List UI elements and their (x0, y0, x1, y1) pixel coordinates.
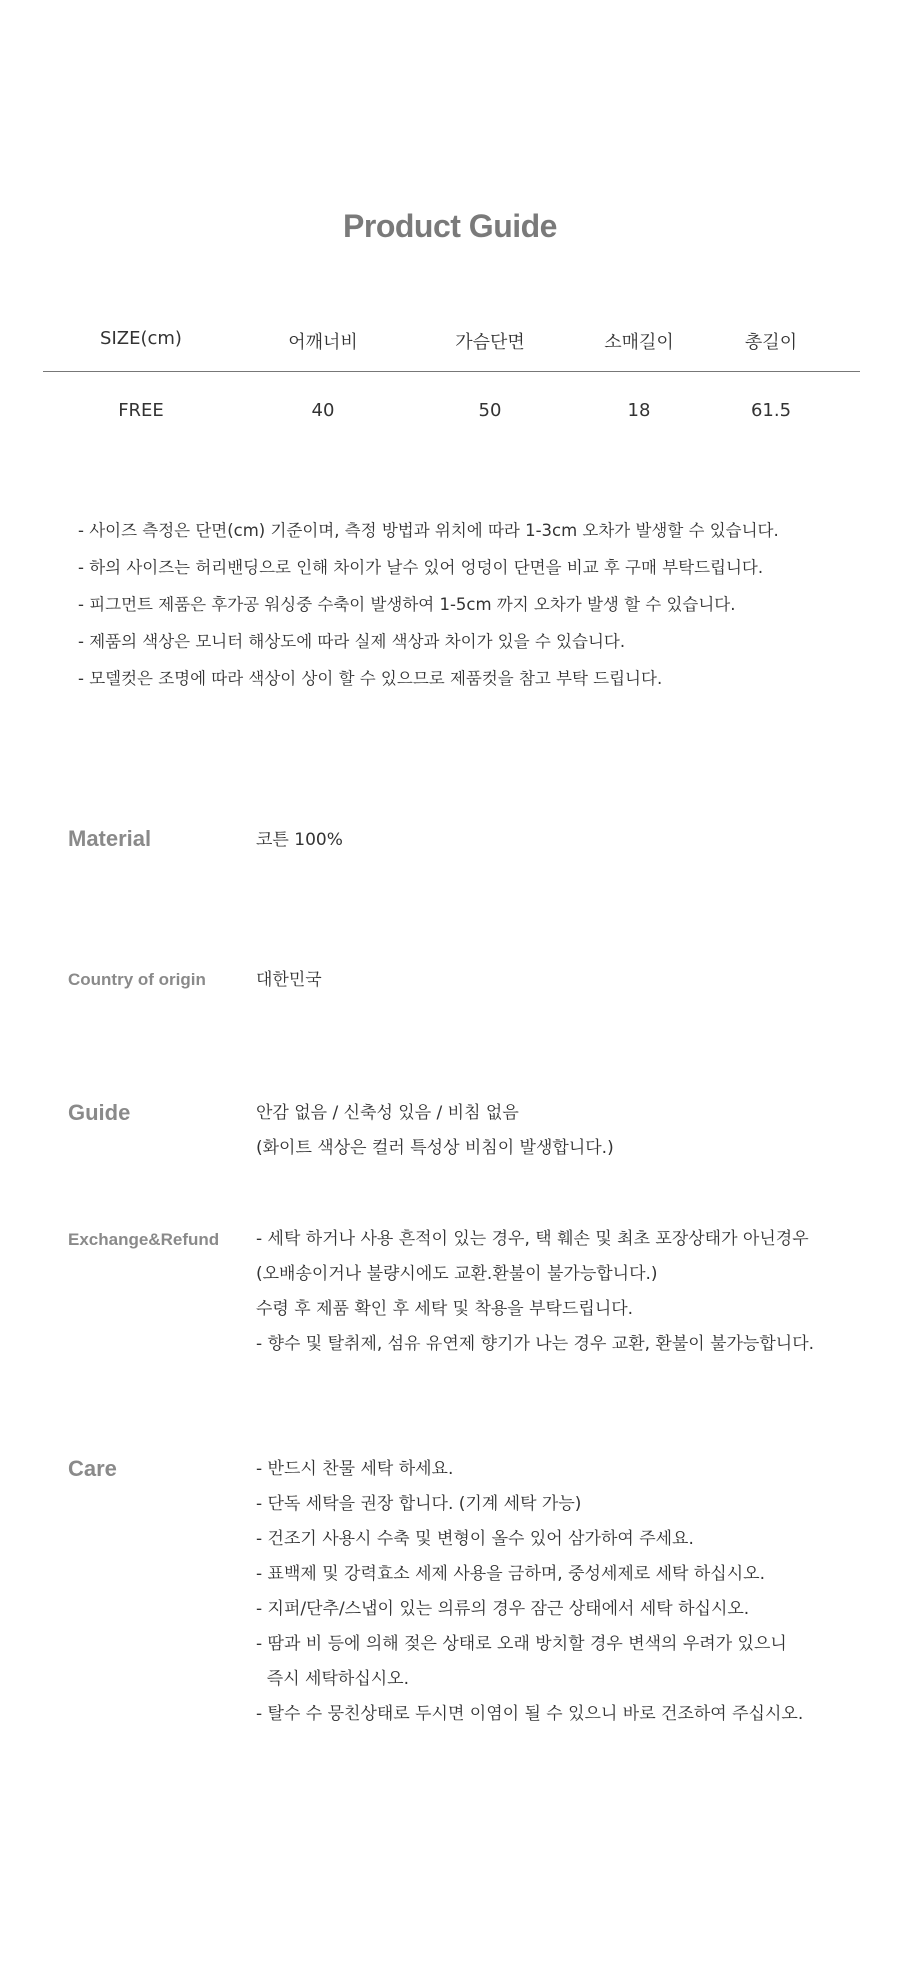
guide-line: 안감 없음 / 신축성 있음 / 비침 없음 (256, 1103, 519, 1123)
size-notes (78, 516, 868, 701)
note-item: - 피그먼트 제품은 후가공 워싱중 수축이 발생하여 1-5cm 까지 오차가 발생 할 수 있습니다. (78, 595, 736, 614)
exchange-refund-value (256, 1225, 814, 1365)
exchange-line: - 향수 및 탈취제, 섬유 유연제 향기가 나는 경우 교환, 환불이 불가능합니다. (256, 1334, 815, 1354)
guide-label: Guide (68, 1100, 131, 1125)
cell-shoulder: 40 (311, 400, 335, 421)
note-item: - 하의 사이즈는 허리밴딩으로 인해 차이가 날수 있어 엉덩이 단면을 비교 후 구매 부탁드립니다. (78, 558, 764, 577)
care-line: - 땀과 비 등에 의해 젖은 상태로 오래 방치할 경우 변색의 우려가 있으니 (256, 1634, 787, 1654)
care-line: - 지퍼/단추/스냅이 있는 의류의 경우 잠근 상태에서 세탁 하십시오. (256, 1599, 750, 1619)
care-line: - 단독 세탁을 권장 합니다. (기계 세탁 가능) (256, 1494, 582, 1514)
note-item: - 모델컷은 조명에 따라 색상이 상이 할 수 있으므로 제품컷을 참고 부탁 드립니다. (78, 669, 663, 688)
material-value (256, 826, 343, 861)
exchange-line: (오배송이거나 불량시에도 교환.환불이 불가능합니다.) (256, 1264, 658, 1284)
header-chest: 가슴단면 (455, 332, 525, 353)
header-sleeve: 소매길이 (604, 332, 674, 353)
care-value (256, 1455, 803, 1735)
cell-sleeve: 18 (627, 400, 651, 421)
care-line: - 표백제 및 강력효소 세제 사용을 금하며, 중성세제로 세탁 하십시오. (256, 1564, 765, 1584)
note-item: - 제품의 색상은 모니터 해상도에 따라 실제 색상과 차이가 있을 수 있습니다. (78, 632, 626, 651)
page-title: Product Guide (343, 208, 557, 244)
care-line: - 건조기 사용시 수축 및 변형이 올수 있어 삼가하여 주세요. (256, 1529, 694, 1549)
guide-line: (화이트 색상은 컬러 특성상 비침이 발생합니다.) (256, 1138, 614, 1158)
material-line: 코튼 100% (256, 830, 343, 850)
exchange-line: - 세탁 하거나 사용 흔적이 있는 경우, 택 훼손 및 최초 포장상태가 아닌경우 (256, 1229, 809, 1249)
exchange-refund-label: Exchange&Refund (68, 1230, 220, 1249)
care-line: 즉시 세탁하십시오. (256, 1669, 409, 1689)
table-divider (43, 371, 860, 372)
size-table-header (43, 328, 860, 358)
origin-value (256, 966, 322, 1001)
guide-value (256, 1099, 614, 1169)
cell-chest: 50 (478, 400, 502, 421)
note-item: - 사이즈 측정은 단면(cm) 기준이며, 측정 방법과 위치에 따라 1-3cm 오차가 발생할 수 있습니다. (78, 521, 779, 540)
table-row (43, 400, 860, 430)
header-shoulder: 어깨너비 (288, 332, 358, 353)
care-line: - 반드시 찬물 세탁 하세요. (256, 1459, 454, 1479)
cell-size: FREE (118, 400, 164, 421)
origin-label: Country of origin (68, 970, 206, 989)
exchange-line: 수령 후 제품 확인 후 세탁 및 착용을 부탁드립니다. (256, 1299, 634, 1319)
origin-line: 대한민국 (256, 970, 322, 990)
care-label: Care (68, 1456, 117, 1481)
care-line: - 탈수 수 뭉친상태로 두시면 이염이 될 수 있으니 바로 건조하여 주십시오. (256, 1704, 804, 1724)
header-size: SIZE(cm) (100, 328, 182, 349)
material-label: Material (68, 826, 152, 851)
header-total-length: 총길이 (744, 332, 798, 353)
cell-total-length: 61.5 (750, 400, 792, 421)
